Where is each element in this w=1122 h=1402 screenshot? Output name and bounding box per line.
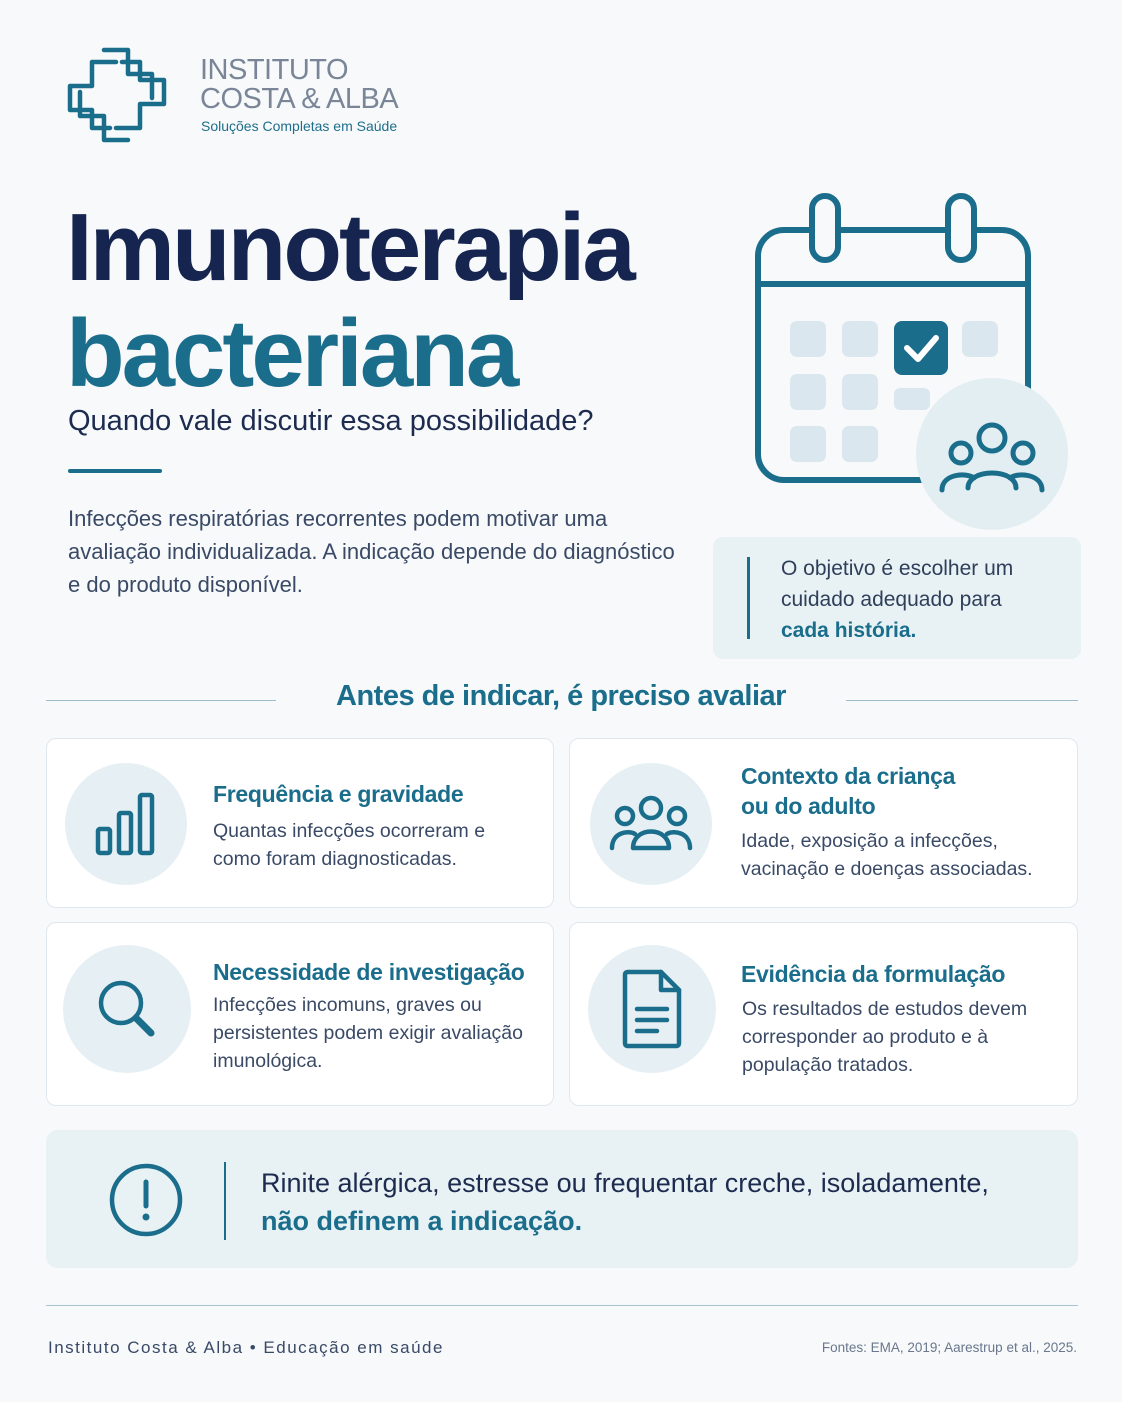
card-title: Necessidade de investigação xyxy=(213,959,525,985)
search-icon xyxy=(95,977,159,1041)
card-evidence xyxy=(569,922,1078,1106)
card-icon-bg xyxy=(590,763,712,885)
card-context xyxy=(569,738,1078,908)
brand-name-line2: COSTA & ALBA xyxy=(200,83,399,115)
footer-divider xyxy=(46,1305,1078,1306)
card-icon-bg xyxy=(63,945,191,1073)
page-title-line1: Imunoterapia xyxy=(66,194,633,301)
callout-accent-bar xyxy=(747,557,750,639)
document-icon xyxy=(621,969,683,1049)
warning-text-strong: não definem a indicação. xyxy=(261,1206,583,1236)
brand-name-line1: INSTITUTO xyxy=(200,54,349,86)
brand-tagline: Soluções Completas em Saúde xyxy=(201,118,398,134)
card-investigation xyxy=(46,922,554,1106)
alert-icon xyxy=(108,1162,184,1238)
people-icon xyxy=(609,794,693,854)
footer-sources: Fontes: EMA, 2019; Aarestrup et al., 2025. xyxy=(821,1340,1077,1355)
brand-name xyxy=(200,56,398,114)
card-frequency xyxy=(46,738,554,908)
warning-banner xyxy=(46,1130,1078,1268)
objective-callout xyxy=(713,537,1081,659)
medical-cross-logo-icon xyxy=(66,42,172,148)
warning-text xyxy=(261,1164,989,1240)
card-text: Os resultados de estudos devem corresponder ao produto e à população tratados. xyxy=(742,998,1028,1076)
page-subtitle: Quando vale discutir essa possibilidade? xyxy=(68,405,594,437)
card-title: Frequência e gravidade xyxy=(213,781,464,807)
section-title: Antes de indicar, é preciso avaliar xyxy=(336,680,786,712)
card-icon-bg xyxy=(65,763,187,885)
warning-accent-bar xyxy=(224,1162,226,1240)
bar-chart-icon xyxy=(93,791,159,857)
card-title: Contexto da criança ou do adulto xyxy=(741,763,956,819)
footer-credit: Instituto Costa & Alba • Educação em saúde xyxy=(48,1338,444,1357)
page-title-line2: bacteriana xyxy=(66,300,517,407)
warning-text-body: Rinite alérgica, estresse ou frequentar creche, isoladamente, xyxy=(261,1168,989,1198)
callout-text-body: O objetivo é escolher um cuidado adequado para xyxy=(781,557,1014,611)
card-text: Infecções incomuns, graves ou persistentes podem exigir avaliação imunológica. xyxy=(213,994,524,1072)
callout-text xyxy=(781,553,1071,646)
intro-paragraph: Infecções respiratórias recorrentes podem motivar uma avaliação individualizada. A indicação depende do diagnóstico e do produto disponível. xyxy=(68,506,675,597)
card-title: Evidência da formulação xyxy=(741,961,1006,987)
card-icon-bg xyxy=(588,945,716,1073)
calendar-people-icon xyxy=(748,188,1078,538)
callout-text-strong: cada história. xyxy=(781,619,917,642)
accent-divider xyxy=(68,469,162,473)
card-text: Idade, exposição a infecções, vacinação e doenças associadas. xyxy=(741,830,1033,880)
card-text: Quantas infecções ocorreram e como foram diagnosticadas. xyxy=(213,820,486,870)
